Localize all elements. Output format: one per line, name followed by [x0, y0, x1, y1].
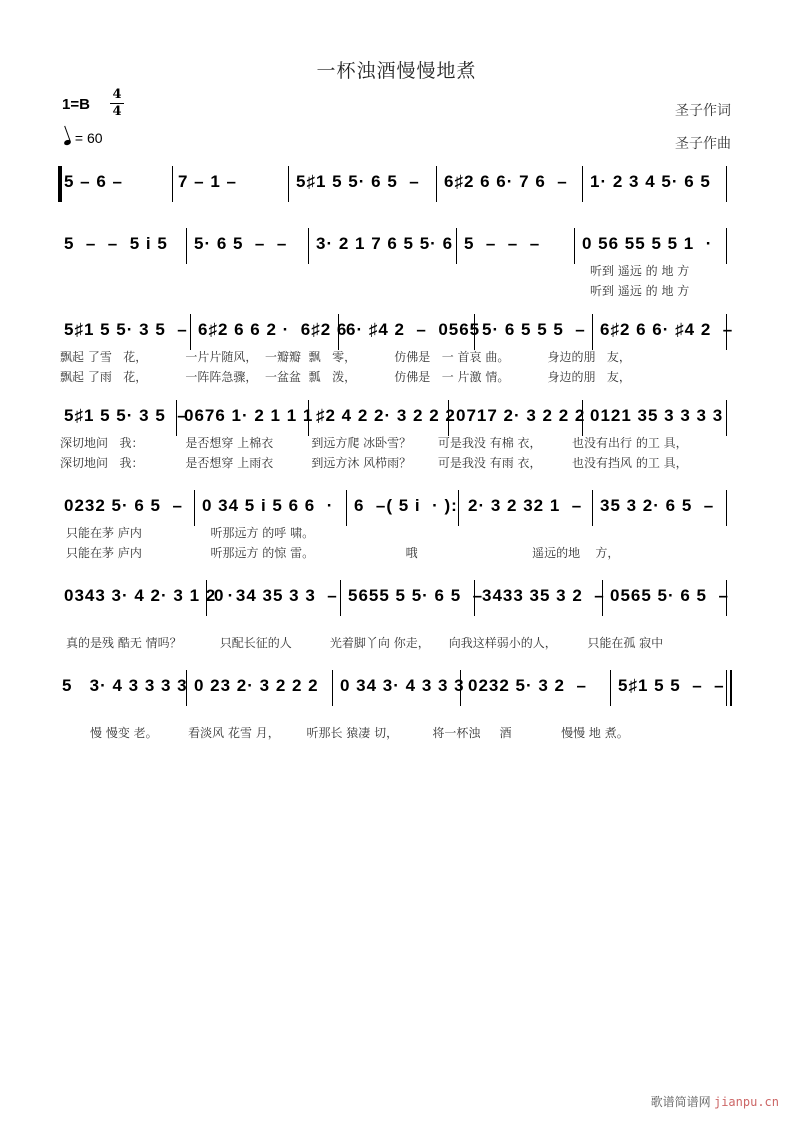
measure: 5· 6 5 – –: [194, 234, 288, 253]
lyric-line: 听到 遥远 的 地 方: [590, 284, 690, 298]
measure: 0717 2· 3 2 2 2: [456, 406, 586, 425]
measure: 0676 1· 2 1 1 1: [184, 406, 314, 425]
measure: 6♯2 6 6· 7 6 –: [444, 172, 568, 191]
measure: 0232 5· 6 5 –: [64, 496, 183, 515]
watermark-url: jianpu.cn: [713, 1095, 779, 1109]
measure: 5 – 6 –: [64, 172, 123, 191]
measure: 6 –( 5 i · ):: [354, 496, 458, 515]
measure: 3433 35 3 2 –: [482, 586, 605, 605]
measure: 0 56 55 5 5 1 ·: [582, 234, 713, 253]
lyric-line: 听到 遥远 的 地 方: [590, 264, 690, 278]
barline: [58, 166, 62, 202]
lyric-line: 飘起 了雨 花， 一阵阵急骤， 一盆盆 瓢 泼， 仿佛是 一 片激 情。 身边的朋 友，: [60, 370, 631, 384]
measure: 0 34 35 3 3 –: [214, 586, 338, 605]
barline: [574, 228, 575, 264]
tempo-value: = 60: [74, 130, 103, 146]
barline: [436, 166, 437, 202]
barline: [610, 670, 611, 706]
barline: [726, 228, 727, 264]
tempo-marking: [64, 130, 103, 146]
quarter-note-icon: [63, 139, 71, 146]
time-signature: [110, 88, 124, 119]
measure: 35 3 2· 6 5 –: [600, 496, 715, 515]
measure: 0 23 2· 3 2 2 2: [194, 676, 319, 695]
measure: 5♯1 5 5· 6 5 –: [296, 172, 420, 191]
lyric-line: 慢 慢变 老。 看淡风 花雪 月， 听那长 猿凄 切， 将一杯浊 酒 慢慢 地 煮。: [90, 726, 629, 740]
measure: 2· 3 2 32 1 –: [468, 496, 583, 515]
barline: [456, 228, 457, 264]
measure: 5♯1 5 5 – –: [618, 676, 725, 695]
lyricist-credit: 圣子作词: [675, 103, 731, 119]
measure: 5♯1 5 5· 3 5 –: [64, 406, 188, 425]
lyric-line: 深切地问 我： 是否想穿 上雨衣 到远方沐 风栉雨？ 可是我没 有雨 衣， 也没有挡风 的工 具，: [60, 456, 688, 470]
score-title: 一杯浊酒慢慢地煮: [316, 60, 477, 82]
lyric-line: 真的是残 酷无 情吗？ 只配长征的人 光着脚丫向 你走， 向我这样弱小的人， 只能在孤 寂中: [66, 636, 664, 650]
barline: [726, 166, 727, 202]
measure: 6· ♯4 2 – 0565: [346, 320, 481, 339]
time-denominator: 4: [112, 104, 122, 119]
barline: [340, 580, 341, 616]
barline: [308, 228, 309, 264]
measure: 5♯1 5 5· 3 5 –: [64, 320, 188, 339]
lyric-line: 只能在茅 庐内 听那远方 的惊 雷。 哦 遥远的地 方，: [66, 546, 620, 560]
measure: 3· 2 1 7 6 5 5· 6: [316, 234, 454, 253]
time-numerator: 4: [112, 87, 122, 102]
measure: 5 – – –: [464, 234, 541, 253]
barline: [726, 670, 730, 706]
lyric-line: 深切地问 我： 是否想穿 上棉衣 到远方爬 冰卧雪？ 可是我没 有棉 衣， 也没有出行 的工 具，: [60, 436, 688, 450]
lyric-line: 只能在茅 庐内 听那远方 的呼 啸。: [66, 526, 315, 540]
barline: [346, 490, 347, 526]
measure: 1· 2 3 4 5· 6 5: [590, 172, 711, 191]
measure: 6♯2 6 6· ♯4 2 –: [600, 320, 734, 339]
barline: [172, 166, 173, 202]
barline: [194, 490, 195, 526]
measure: 0232 5· 3 2 –: [468, 676, 587, 695]
measure: ♯2 4 2 2· 3 2 2 2: [316, 406, 456, 425]
watermark: [651, 1093, 779, 1110]
key-signature: [62, 96, 90, 113]
barline: [186, 228, 187, 264]
measure: 0343 3· 4 2· 3 1 2 ·: [64, 586, 235, 605]
barline: [332, 670, 333, 706]
barline: [592, 490, 593, 526]
watermark-site: 歌谱简谱网: [650, 1095, 711, 1109]
barline: [288, 166, 289, 202]
notes-line: [58, 676, 730, 710]
measure: 7 – 1 –: [178, 172, 237, 191]
barline: [190, 314, 191, 350]
measure: 5 3· 4 3 3 3 3: [62, 676, 188, 695]
measure: 0121 35 3 3 3 3: [590, 406, 724, 425]
key-label: 1=B: [62, 96, 90, 113]
measure: 6♯2 6 6 2 · 6♯2 6: [198, 320, 348, 339]
notes-line: [58, 172, 730, 206]
lyric-line: 飘起 了雪 花， 一片片随风， 一瓣瓣 飘 零， 仿佛是 一 首哀 曲。 身边的朋 友，: [60, 350, 631, 364]
measure: 0 34 3· 4 3 3 3: [340, 676, 465, 695]
barline: [592, 314, 593, 350]
measure: 5 – – 5 i 5: [64, 234, 168, 253]
measure: 5· 6 5 5 5 –: [482, 320, 586, 339]
barline: [582, 166, 583, 202]
measure: 0565 5· 6 5 –: [610, 586, 729, 605]
composer-credit: 圣子作曲: [675, 136, 731, 152]
measure: 5655 5 5· 6 5 –: [348, 586, 484, 605]
barline: [726, 400, 727, 436]
barline: [458, 490, 459, 526]
barline: [726, 490, 727, 526]
measure: 0 34 5 i 5 6 6 ·: [202, 496, 334, 515]
notes-line: [58, 586, 730, 620]
